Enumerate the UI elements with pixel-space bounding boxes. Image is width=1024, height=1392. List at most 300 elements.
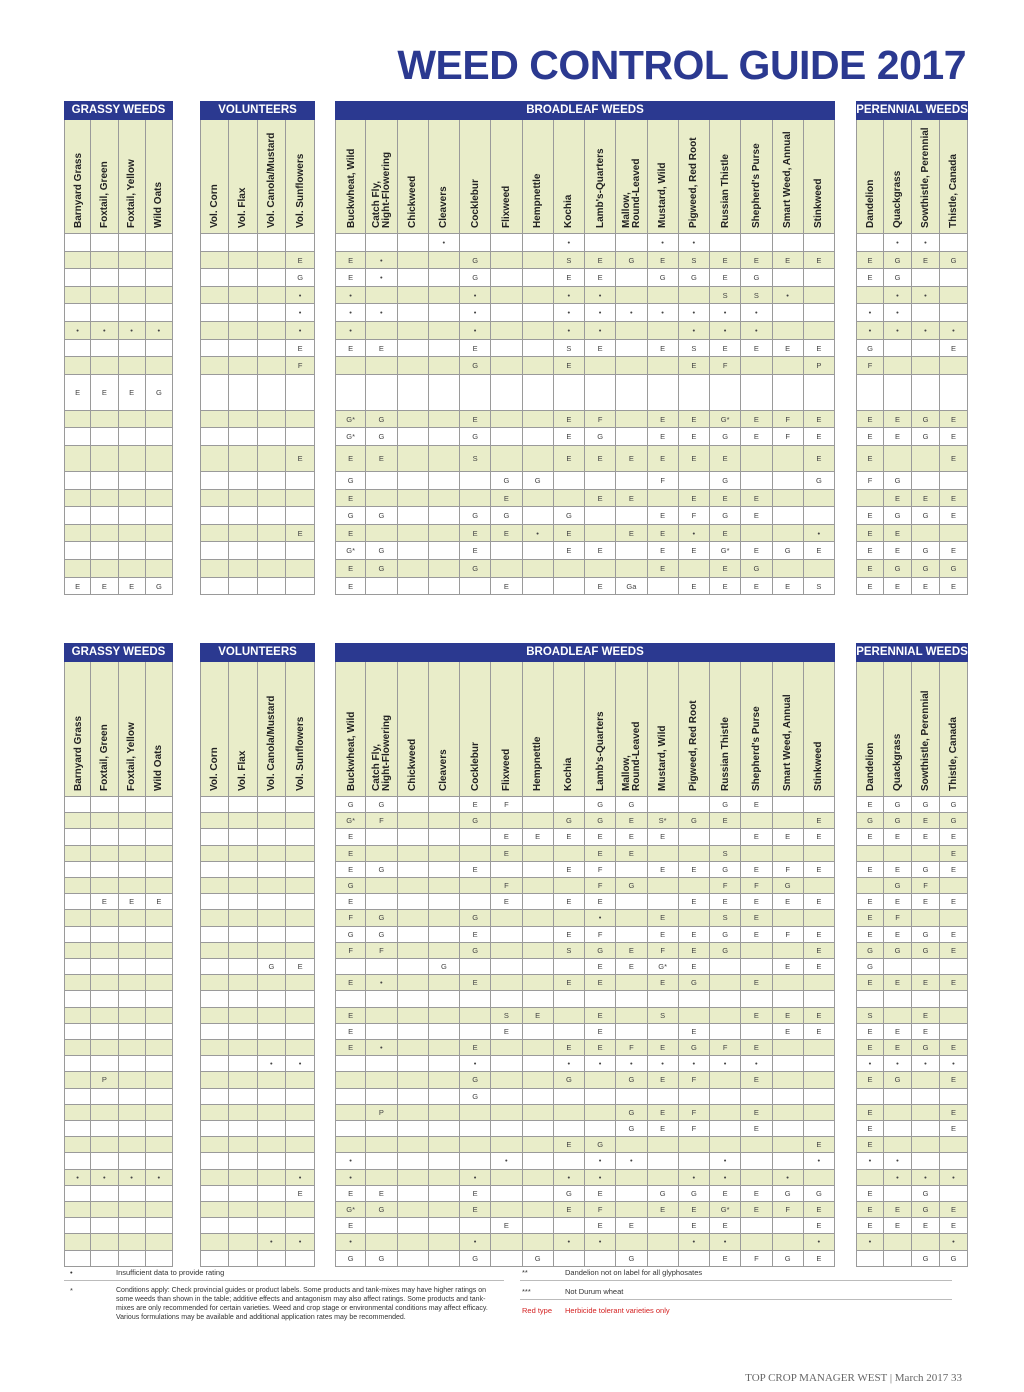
rating-cell: E [616,959,647,975]
column-label: Buckwheat, Wild [345,711,357,791]
rating-cell [398,446,429,472]
rating-cell: E [940,1218,968,1234]
rating-cell [258,813,287,829]
rating-cell [64,878,91,894]
rating-cell [200,910,229,926]
rating-cell: E [286,340,315,358]
rating-cell: • [554,234,585,252]
rating-cell: E [585,269,616,287]
rating-cell [804,1040,835,1056]
rating-cell [741,1218,772,1234]
rating-cell [940,525,968,543]
rating-cell [491,943,522,959]
rating-cell: S [710,910,741,926]
rating-cell: E [856,927,884,943]
rating-cell [286,428,315,446]
rating-cell [710,1089,741,1105]
rating-cell [523,797,554,813]
rating-cell [856,991,884,1007]
rating-cell: • [91,322,118,340]
rating-cell [523,542,554,560]
rating-cell: E [856,411,884,429]
rating-cell [229,943,258,959]
rating-cell [366,322,397,340]
rating-cell [119,846,146,862]
rating-cell: E [648,340,679,358]
rating-cell [119,862,146,878]
rating-cell: E [741,862,772,878]
rating-cell [229,428,258,446]
rating-cell [200,322,229,340]
rating-cell [119,446,146,472]
rating-cell: E [335,1218,366,1234]
rating-cell [64,943,91,959]
rating-cell [679,1153,710,1169]
rating-cell [229,1137,258,1153]
rating-cell [258,490,287,508]
rating-cell [460,1121,491,1137]
rating-cell: E [679,943,710,959]
rating-cell [64,542,91,560]
rating-cell: • [460,304,491,322]
rating-cell [146,490,173,508]
rating-cell [398,797,429,813]
rating-cell [679,287,710,305]
rating-cell [200,1121,229,1137]
rating-cell: E [648,1121,679,1137]
column-header [856,662,884,797]
rating-cell [64,411,91,429]
rating-cell: E [679,490,710,508]
rating-cell: E [335,1040,366,1056]
rating-cell: E [741,829,772,845]
rating-cell [258,878,287,894]
column-label: Quackgrass [892,170,903,228]
rating-cell [229,797,258,813]
rating-cell [429,287,460,305]
rating-cell: E [491,1218,522,1234]
rating-cell: E [335,1008,366,1024]
rating-cell: E [554,269,585,287]
rating-cell: E [741,1072,772,1088]
rating-cell [554,1105,585,1121]
rating-cell: G [679,269,710,287]
rating-cell [491,975,522,991]
rating-cell: G [366,1202,397,1218]
rating-cell: G [366,862,397,878]
rating-cell [286,797,315,813]
rating-cell: E [366,1186,397,1202]
rating-cell [398,560,429,578]
rating-cell [258,507,287,525]
rating-cell [491,357,522,375]
column-label: Hempnettle [532,736,544,791]
rating-cell [491,542,522,560]
rating-cell: G [585,428,616,446]
rating-cell: G [940,1251,968,1267]
rating-cell: • [856,322,884,340]
rating-cell [710,1008,741,1024]
rating-cell [91,269,118,287]
rating-cell [146,1056,173,1072]
rating-cell [146,234,173,252]
rating-cell [940,1186,968,1202]
rating-cell [258,411,287,429]
rating-cell [335,1121,366,1137]
rating-cell: • [585,1056,616,1072]
rating-cell [491,1170,522,1186]
rating-cell: E [940,1202,968,1218]
footnote-divider [64,1280,504,1281]
column-header [554,120,585,234]
rating-cell [523,1072,554,1088]
rating-cell [146,878,173,894]
rating-cell [91,1218,118,1234]
rating-cell [523,428,554,446]
rating-cell: E [146,894,173,910]
rating-cell [912,525,940,543]
rating-cell: • [679,304,710,322]
rating-cell: E [648,446,679,472]
group-header-grassy-weeds: GRASSY WEEDS [64,643,173,662]
rating-cell: E [554,357,585,375]
rating-cell [491,959,522,975]
rating-cell: G* [335,411,366,429]
rating-cell [91,560,118,578]
rating-cell: E [616,446,647,472]
rating-cell [286,927,315,943]
rating-cell [710,234,741,252]
rating-cell [286,846,315,862]
rating-cell [616,287,647,305]
rating-cell: • [258,1234,287,1250]
rating-cell [286,878,315,894]
rating-cell: E [710,446,741,472]
column-label: Lamb's-Quarters [594,148,606,228]
rating-cell: E [741,578,772,596]
rating-cell: E [884,975,912,991]
rating-cell: G [460,269,491,287]
rating-cell: S [460,446,491,472]
rating-cell [64,1137,91,1153]
rating-cell [286,375,315,411]
rating-cell [229,829,258,845]
rating-cell [119,1137,146,1153]
rating-cell [200,1186,229,1202]
column-label: Thistle, Canada [948,154,959,228]
rating-cell [491,1186,522,1202]
rating-cell [585,1121,616,1137]
rating-cell [91,1008,118,1024]
rating-cell [229,490,258,508]
rating-cell: E [648,428,679,446]
rating-cell [460,991,491,1007]
rating-cell [460,578,491,596]
column-label: Sowthistle, Perennial [920,690,931,791]
rating-cell: • [884,287,912,305]
rating-cell [884,1105,912,1121]
rating-cell: F [856,357,884,375]
rating-cell [229,1056,258,1072]
rating-cell: E [884,927,912,943]
column-header [146,662,173,797]
rating-cell: • [335,287,366,305]
column-label: Hempnettle [532,173,544,228]
rating-cell [258,1137,287,1153]
rating-cell [616,1186,647,1202]
rating-cell [679,878,710,894]
rating-cell [146,507,173,525]
rating-cell: E [585,542,616,560]
rating-cell: • [940,1234,968,1250]
rating-cell: F [710,1040,741,1056]
rating-cell [64,910,91,926]
rating-cell [856,287,884,305]
rating-cell: • [366,252,397,270]
rating-cell [616,269,647,287]
rating-cell [912,340,940,358]
rating-cell [91,472,118,490]
rating-cell: E [554,975,585,991]
rating-cell: G [460,1251,491,1267]
rating-cell [200,375,229,411]
rating-cell [258,446,287,472]
rating-cell [940,959,968,975]
column-label: Vol. Canola/Mustard [265,695,277,791]
rating-cell: E [804,1024,835,1040]
rating-cell: G [940,560,968,578]
rating-cell [912,269,940,287]
rating-cell [804,375,835,411]
rating-cell [366,1137,397,1153]
rating-cell [491,411,522,429]
rating-cell: S [856,1008,884,1024]
rating-cell [648,797,679,813]
rating-cell [741,446,772,472]
rating-cell: E [773,578,804,596]
column-header [366,120,397,234]
rating-cell [91,829,118,845]
rating-cell [679,829,710,845]
rating-cell [554,1153,585,1169]
rating-cell: G [912,797,940,813]
rating-cell [648,357,679,375]
column-label: Quackgrass [892,733,903,791]
rating-cell [429,1186,460,1202]
rating-cell: E [856,1024,884,1040]
rating-cell: G [912,560,940,578]
column-header [648,120,679,234]
rating-cell: • [616,1056,647,1072]
rating-cell [258,525,287,543]
rating-cell: E [940,578,968,596]
footnote-red-symbol: Red type [522,1306,553,1315]
rating-cell: • [335,1153,366,1169]
rating-cell: F [679,507,710,525]
rating-cell [366,287,397,305]
rating-cell: G [146,578,173,596]
rating-cell: G [335,472,366,490]
rating-cell [429,375,460,411]
column-header [460,120,491,234]
column-label: Dandelion [865,742,876,791]
rating-cell [64,1234,91,1250]
rating-cell [773,525,804,543]
rating-cell [804,878,835,894]
rating-cell: E [940,507,968,525]
rating-cell [398,357,429,375]
group-header-perennial-weeds: PERENNIAL WEEDS [856,643,968,662]
rating-cell: E [940,1105,968,1121]
column-header [64,120,91,234]
rating-cell [200,252,229,270]
rating-cell [741,234,772,252]
column-label: Wild Oats [153,744,165,791]
column-header [912,662,940,797]
rating-cell [585,1251,616,1267]
column-label: Foxtail, Green [98,724,110,791]
rating-cell [429,1121,460,1137]
rating-cell: • [679,234,710,252]
rating-cell [119,560,146,578]
column-header [119,120,146,234]
rating-cell: G [884,943,912,959]
rating-cell [91,846,118,862]
rating-cell: G [856,943,884,959]
rating-cell [398,862,429,878]
rating-cell [554,1251,585,1267]
rating-cell [119,252,146,270]
rating-cell: • [741,1056,772,1072]
rating-cell [229,846,258,862]
rating-cell [286,1218,315,1234]
rating-cell [429,1170,460,1186]
rating-cell [741,525,772,543]
rating-cell [648,878,679,894]
rating-cell [119,1072,146,1088]
rating-cell [258,894,287,910]
rating-cell: E [884,894,912,910]
rating-cell: E [773,829,804,845]
rating-cell [741,959,772,975]
rating-cell [200,927,229,943]
rating-cell [804,1072,835,1088]
column-header [773,662,804,797]
rating-cell [258,1024,287,1040]
rating-cell [286,1089,315,1105]
rating-cell [258,1153,287,1169]
rating-cell: • [856,1056,884,1072]
rating-cell: Ga [616,578,647,596]
rating-cell [460,490,491,508]
rating-cell: E [856,428,884,446]
rating-cell [200,304,229,322]
rating-cell [91,943,118,959]
rating-cell [229,375,258,411]
rating-cell [91,910,118,926]
rating-cell [335,1089,366,1105]
rating-cell: E [804,1251,835,1267]
rating-cell: E [648,560,679,578]
rating-cell [146,1202,173,1218]
rating-cell [884,340,912,358]
rating-cell: • [710,1234,741,1250]
rating-cell: E [648,862,679,878]
rating-cell [773,472,804,490]
rating-cell [119,542,146,560]
column-label: Mustard, Wild [657,162,669,228]
rating-cell [884,1186,912,1202]
rating-cell: G [554,1072,585,1088]
rating-cell [773,1137,804,1153]
rating-cell [912,1121,940,1137]
rating-cell: E [648,927,679,943]
rating-cell [773,375,804,411]
column-header [229,662,258,797]
rating-cell [64,428,91,446]
rating-cell: E [884,428,912,446]
rating-cell [229,304,258,322]
group-header-grassy-weeds: GRASSY WEEDS [64,101,173,120]
column-header [884,662,912,797]
rating-cell [398,1186,429,1202]
rating-cell [940,304,968,322]
rating-cell: F [286,357,315,375]
rating-cell [523,287,554,305]
rating-cell [229,1072,258,1088]
rating-cell: E [884,1202,912,1218]
rating-cell: E [585,578,616,596]
rating-cell: E [585,446,616,472]
rating-cell: G [679,1186,710,1202]
column-header [398,662,429,797]
rating-cell: G [366,1251,397,1267]
rating-cell [286,1024,315,1040]
rating-cell [679,991,710,1007]
rating-cell [119,340,146,358]
rating-cell [679,797,710,813]
rating-cell [398,813,429,829]
rating-cell: F [741,1251,772,1267]
rating-cell [229,1153,258,1169]
rating-cell [491,1056,522,1072]
column-label: Cleavers [438,749,450,791]
rating-cell [398,507,429,525]
rating-cell: G [616,1121,647,1137]
rating-cell [912,910,940,926]
rating-cell: • [741,322,772,340]
column-label: Foxtail, Green [98,161,110,228]
rating-cell [773,446,804,472]
rating-cell [491,1089,522,1105]
rating-cell [429,1251,460,1267]
rating-cell: G [460,813,491,829]
rating-cell [200,943,229,959]
rating-cell: E [710,1251,741,1267]
rating-cell: F [773,411,804,429]
rating-cell [258,304,287,322]
column-header [286,662,315,797]
rating-cell [523,1234,554,1250]
rating-cell [398,927,429,943]
rating-cell [554,846,585,862]
rating-cell: E [648,1072,679,1088]
rating-cell [119,991,146,1007]
column-header [710,120,741,234]
rating-cell: P [366,1105,397,1121]
group-header-volunteers: VOLUNTEERS [200,101,315,120]
rating-cell: E [64,578,91,596]
